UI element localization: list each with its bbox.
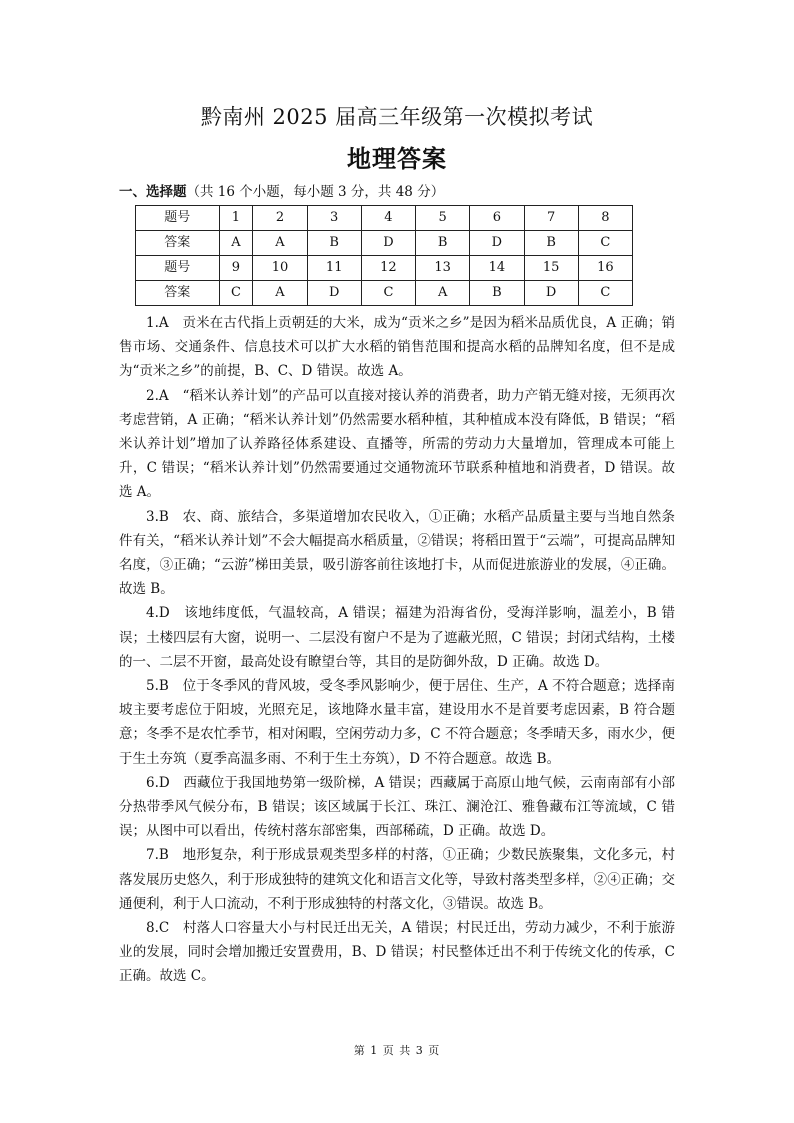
table-cell: 3 — [307, 206, 361, 231]
explanation-item: 3.B 农、商、旅结合，多渠道增加农民收入，①正确；水稻产品质量主要与当地自然条件有关，“稻米认养计划”不会大幅提高水稻质量，②错误；将稻田置于“云端”，可提高品牌知名度，③正确；“云游”梯田美景，吸引游客前往该地打卡，从而促进旅游业的发展，④正确。故选 B。 — [119, 508, 675, 598]
table-cell: 14 — [470, 256, 524, 281]
explanation-item: 6.D 西藏位于我国地势第一级阶梯，A 错误；西藏属于高原山地气候，云南南部有小部分热带季风气候分布，B 错误；该区域属于长江、珠江、澜沧江、雅鲁藏布江等流域，C 错误；从图中可以看出，传统村落东部密集，西部稀疏，D 正确。故选 D。 — [119, 774, 675, 840]
explanation-item: 2.A “稻米认养计划”的产品可以直接对接认养的消费者，助力产销无缝对接，无须再次考虑营销，A 正确；“稻米认养计划”仍然需要水稻种植，其种植成本没有降低，B 错误；“稻米认养计划”增加了认养路径体系建设、直播等，所需的劳动力大量增加，管理成本可能上升，C 错误；“稻米认养计划”仍然需要通过交通物流环节联系种植地和消费者，D 错误。故选 A。 — [119, 387, 675, 501]
table-cell: A — [253, 281, 307, 306]
table-cell: 2 — [253, 206, 307, 231]
table-cell: 9 — [219, 256, 253, 281]
table-cell: 16 — [578, 256, 632, 281]
table-cell: 12 — [361, 256, 415, 281]
table-cell: B — [416, 231, 470, 256]
answer-table — [135, 205, 633, 306]
answer-key-title: 地理答案 — [347, 144, 447, 173]
row-label: 答案 — [136, 231, 220, 256]
table-cell: 11 — [307, 256, 361, 281]
table-cell: D — [524, 281, 578, 306]
table-cell: C — [578, 231, 632, 256]
explanations — [119, 311, 675, 989]
row-label: 题号 — [136, 206, 220, 231]
table-cell: A — [253, 231, 307, 256]
exam-title: 黔南州 2025 届高三年级第一次模拟考试 — [200, 105, 594, 129]
table-cell: D — [307, 281, 361, 306]
table-cell: 10 — [253, 256, 307, 281]
table-cell: B — [307, 231, 361, 256]
explanation-item: 8.C 村落人口容量大小与村民迁出无关，A 错误；村民迁出，劳动力减少，不利于旅游业的发展，同时会增加搬迁安置费用，B、D 错误；村民整体迁出不利于传统文化的传承，C 正确。故选 C。 — [119, 920, 675, 985]
table-cell: C — [361, 281, 415, 306]
explanation-item: 5.B 位于冬季风的背风坡，受冬季风影响少，便于居住、生产，A 不符合题意；选择南坡主要考虑位于阳坡，光照充足，该地降水量丰富，建设用水不是首要考虑因素，B 符合题意；冬季不是农忙季节，相对闲暇，空闲劳动力多，C 不符合题意；冬季晴天多，雨水少，便于生土夯筑（夏季高温多雨、不利于生土夯筑），D 不符合题意。故选 B。 — [119, 678, 675, 767]
section-heading — [119, 182, 444, 202]
table-cell: 4 — [361, 206, 415, 231]
row-label: 题号 — [136, 256, 220, 281]
table-cell: C — [219, 281, 253, 306]
table-cell: A — [416, 281, 470, 306]
table-cell: D — [470, 231, 524, 256]
table-cell: 5 — [416, 206, 470, 231]
table-cell: 1 — [219, 206, 253, 231]
page-footer: 第 1 页 共 3 页 — [353, 1044, 441, 1057]
table-row — [136, 206, 633, 231]
explanation-item: 1.A 贡米在古代指上贡朝廷的大米，成为“贡米之乡”是因为稻米品质优良，A 正确；销售市场、交通条件、信息技术可以扩大水稻的销售范围和提高水稻的品牌知名度，但不是成为“贡米之乡”的前提，B、C、D 错误。故选 A。 — [119, 315, 675, 380]
table-cell: B — [470, 281, 524, 306]
table-row — [136, 231, 633, 256]
explanation-item: 7.B 地形复杂，利于形成景观类型多样的村落，①正确；少数民族聚集，文化多元，村落发展历史悠久，利于形成独特的建筑文化和语言文化等，导致村落类型多样，②④正确；交通便利，利于人口流动，不利于形成独特的村落文化，③错误。故选 B。 — [119, 847, 675, 912]
row-label: 答案 — [136, 281, 220, 306]
table-cell: D — [361, 231, 415, 256]
table-row — [136, 281, 633, 306]
table-cell: B — [524, 231, 578, 256]
explanation-item: 4.D 该地纬度低，气温较高，A 错误；福建为沿海省份，受海洋影响，温差小，B 错误；土楼四层有大窗，说明一、二层没有窗户不是为了遮蔽光照，C 错误；封闭式结构，土楼的一、二层不开窗，最高处设有瞭望台等，其目的是防御外敌，D 正确。故选 D。 — [119, 605, 675, 670]
table-cell: C — [578, 281, 632, 306]
table-cell: 8 — [578, 206, 632, 231]
table-cell: 13 — [416, 256, 470, 281]
section-heading-note: （共 16 个小题，每小题 3 分，共 48 分） — [186, 184, 445, 200]
section-heading-label: 一、选择题 — [119, 184, 187, 200]
table-cell: 7 — [524, 206, 578, 231]
table-cell: 15 — [524, 256, 578, 281]
table-cell: A — [219, 231, 253, 256]
table-cell: 6 — [470, 206, 524, 231]
table-row — [136, 256, 633, 281]
